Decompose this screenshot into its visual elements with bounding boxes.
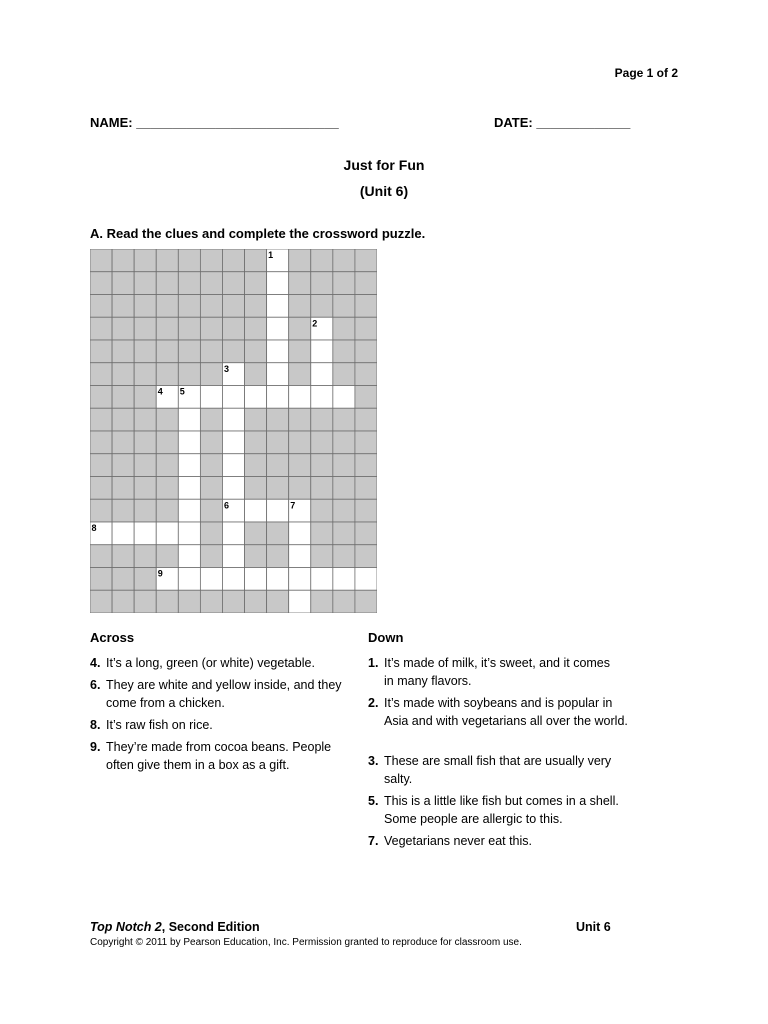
clue-text: It’s made of milk, it’s sweet, and it comes in many flavors.	[384, 656, 611, 688]
crossword-cell-blocked	[311, 590, 333, 613]
crossword-cell-blocked	[156, 295, 178, 318]
crossword-cell-blocked	[333, 545, 355, 568]
across-clue-4	[90, 655, 350, 673]
crossword-cell-blocked	[333, 249, 355, 272]
crossword-cell-blocked	[222, 249, 244, 272]
crossword-cell-blocked	[222, 317, 244, 340]
date-field	[494, 115, 630, 130]
crossword-cell-blocked	[333, 272, 355, 295]
crossword-cell-open[interactable]	[178, 454, 200, 477]
crossword-cell-blocked	[289, 272, 311, 295]
crossword-cell-blocked	[311, 477, 333, 500]
crossword-cell-blocked	[355, 340, 377, 363]
crossword-cell-blocked	[134, 363, 156, 386]
clue-number: 7.	[368, 834, 379, 848]
down-clue-7	[368, 833, 630, 851]
crossword-cell-blocked	[267, 408, 289, 431]
crossword-cell-blocked	[355, 317, 377, 340]
crossword-cell-blocked	[112, 431, 134, 454]
crossword-cell-blocked	[112, 363, 134, 386]
name-field	[90, 115, 339, 130]
name-blank: ____________________________	[136, 115, 339, 130]
crossword-cell-blocked	[112, 386, 134, 409]
crossword-cell-blocked	[90, 272, 112, 295]
clue-text: This is a little like fish but comes in a shell. Some people are allergic to this.	[384, 794, 619, 826]
crossword-cell-blocked	[178, 272, 200, 295]
crossword-cell-blocked	[355, 295, 377, 318]
clue-text: It’s made with soybeans and is popular in Asia and with vegetarians all over the world.	[384, 696, 628, 728]
crossword-cell-blocked	[355, 363, 377, 386]
crossword-cell-blocked	[178, 295, 200, 318]
crossword-cell-blocked	[245, 249, 267, 272]
crossword-cell-blocked	[355, 499, 377, 522]
crossword-cell-blocked	[245, 408, 267, 431]
crossword-cell-blocked	[245, 363, 267, 386]
crossword-cell-blocked	[112, 249, 134, 272]
crossword-cell-blocked	[245, 477, 267, 500]
crossword-cell-blocked	[355, 272, 377, 295]
crossword-cell-blocked	[112, 477, 134, 500]
crossword-cell-blocked	[200, 499, 222, 522]
crossword-cell-blocked	[112, 545, 134, 568]
crossword-cell-open[interactable]	[311, 363, 333, 386]
crossword-cell-blocked	[333, 477, 355, 500]
crossword-cell-blocked	[156, 408, 178, 431]
crossword-cell-open[interactable]	[311, 568, 333, 591]
crossword-cell-open[interactable]	[311, 386, 333, 409]
crossword-cell-blocked	[90, 499, 112, 522]
crossword-cell-blocked	[134, 431, 156, 454]
crossword-cell-blocked	[333, 363, 355, 386]
crossword-cell-blocked	[333, 590, 355, 613]
crossword-cell-blocked	[134, 499, 156, 522]
crossword-cell-open[interactable]	[178, 408, 200, 431]
crossword-cell-open[interactable]	[355, 568, 377, 591]
crossword-cell-open[interactable]	[267, 295, 289, 318]
crossword-cell-open[interactable]	[267, 568, 289, 591]
clue-number-label: 5	[179, 386, 185, 397]
crossword-cell-blocked	[355, 431, 377, 454]
crossword-cell-blocked	[112, 454, 134, 477]
crossword-cell-open[interactable]	[289, 522, 311, 545]
crossword-cell-blocked	[245, 431, 267, 454]
crossword-grid	[90, 249, 377, 613]
clue-text: They are white and yellow inside, and they come from a chicken.	[106, 678, 342, 710]
crossword-cell-open[interactable]	[178, 499, 200, 522]
crossword-cell-blocked	[267, 431, 289, 454]
crossword-cell-blocked	[90, 363, 112, 386]
date-label: DATE:	[494, 115, 533, 130]
crossword-cell-open[interactable]	[222, 522, 244, 545]
crossword-cell-blocked	[289, 454, 311, 477]
footer-unit: Unit 6	[576, 920, 611, 934]
crossword-cell-blocked	[355, 249, 377, 272]
crossword-cell-blocked	[134, 545, 156, 568]
down-clue-3	[368, 753, 618, 788]
across-clue-8	[90, 717, 350, 735]
crossword-cell-blocked	[311, 454, 333, 477]
crossword-cell-blocked	[200, 340, 222, 363]
crossword-cell-blocked	[333, 295, 355, 318]
clue-number: 5.	[368, 794, 379, 808]
worksheet-title: Just for Fun	[343, 157, 425, 173]
crossword-cell-blocked	[333, 454, 355, 477]
crossword-cell-blocked	[112, 295, 134, 318]
crossword-cell-blocked	[112, 499, 134, 522]
crossword-cell-blocked	[311, 272, 333, 295]
crossword-cell-blocked	[355, 454, 377, 477]
crossword-cell-open[interactable]	[178, 431, 200, 454]
crossword-cell-open[interactable]	[200, 568, 222, 591]
crossword-cell-blocked	[245, 545, 267, 568]
crossword-cell-open[interactable]	[289, 590, 311, 613]
crossword-cell-blocked	[156, 431, 178, 454]
crossword-cell-blocked	[267, 522, 289, 545]
clue-number: 2.	[368, 696, 379, 710]
crossword-cell-blocked	[90, 454, 112, 477]
clue-number-label: 4	[157, 386, 163, 397]
crossword-cell-blocked	[222, 340, 244, 363]
crossword-cell-blocked	[134, 590, 156, 613]
clue-number: 6.	[90, 678, 101, 692]
date-blank: _____________	[536, 115, 631, 130]
clue-text: Vegetarians never eat this.	[384, 834, 533, 848]
crossword-cell-blocked	[245, 295, 267, 318]
book-edition: , Second Edition	[161, 920, 260, 934]
crossword-cell-blocked	[200, 249, 222, 272]
crossword-cell-open[interactable]	[178, 477, 200, 500]
crossword-cell-blocked	[134, 317, 156, 340]
crossword-cell-blocked	[178, 590, 200, 613]
crossword-cell-open[interactable]	[245, 499, 267, 522]
crossword-cell-open[interactable]	[267, 363, 289, 386]
crossword-cell-blocked	[90, 590, 112, 613]
crossword-cell-blocked	[156, 454, 178, 477]
crossword-cell-blocked	[222, 590, 244, 613]
clue-number: 8.	[90, 718, 101, 732]
crossword-cell-blocked	[289, 408, 311, 431]
crossword-cell-blocked	[200, 363, 222, 386]
crossword-cell-open[interactable]	[289, 568, 311, 591]
crossword-cell-open[interactable]	[200, 386, 222, 409]
crossword-cell-blocked	[90, 545, 112, 568]
crossword-cell-blocked	[333, 340, 355, 363]
crossword-cell-blocked	[355, 386, 377, 409]
crossword-cell-open[interactable]	[112, 522, 134, 545]
crossword-cell-blocked	[222, 272, 244, 295]
clue-number: 1.	[368, 656, 379, 670]
crossword-cell-blocked	[200, 477, 222, 500]
crossword-cell-blocked	[178, 317, 200, 340]
crossword-cell-blocked	[289, 431, 311, 454]
clue-text: These are small fish that are usually very salty.	[384, 754, 612, 786]
crossword-cell-open[interactable]	[245, 568, 267, 591]
crossword-cell-blocked	[355, 545, 377, 568]
crossword-cell-blocked	[178, 249, 200, 272]
crossword-cell-open[interactable]	[311, 340, 333, 363]
across-clue-9	[90, 739, 352, 774]
clue-number: 9.	[90, 740, 101, 754]
crossword-cell-blocked	[222, 295, 244, 318]
crossword-cell-blocked	[156, 272, 178, 295]
crossword-cell-blocked	[112, 340, 134, 363]
crossword-cell-blocked	[311, 295, 333, 318]
crossword-cell-blocked	[134, 249, 156, 272]
crossword-cell-blocked	[355, 477, 377, 500]
crossword-cell-blocked	[289, 363, 311, 386]
copyright-notice: Copyright © 2011 by Pearson Education, Inc. Permission granted to reproduce for classroom use.	[90, 937, 522, 948]
crossword-cell-blocked	[245, 317, 267, 340]
crossword-cell-blocked	[289, 249, 311, 272]
crossword-cell-blocked	[333, 317, 355, 340]
crossword-cell-blocked	[311, 522, 333, 545]
crossword-cell-blocked	[200, 317, 222, 340]
crossword-cell-blocked	[245, 590, 267, 613]
crossword-cell-blocked	[311, 431, 333, 454]
crossword-cell-blocked	[178, 363, 200, 386]
down-clue-2	[368, 695, 630, 730]
crossword-cell-blocked	[156, 317, 178, 340]
crossword-cell-blocked	[90, 340, 112, 363]
down-heading: Down	[368, 630, 404, 645]
crossword-cell-blocked	[112, 408, 134, 431]
crossword-cell-blocked	[311, 499, 333, 522]
crossword-cell-blocked	[245, 522, 267, 545]
book-name: Top Notch 2	[90, 920, 162, 934]
crossword-cell-open[interactable]	[222, 386, 244, 409]
crossword-cell-blocked	[156, 340, 178, 363]
crossword-cell-blocked	[200, 590, 222, 613]
crossword-cell-blocked	[156, 590, 178, 613]
crossword-cell-blocked	[355, 590, 377, 613]
crossword-cell-blocked	[200, 272, 222, 295]
clue-number: 3.	[368, 754, 379, 768]
crossword-cell-open[interactable]	[333, 568, 355, 591]
clue-number-label: 9	[157, 568, 163, 579]
crossword-cell-open[interactable]	[267, 499, 289, 522]
crossword-cell-blocked	[245, 272, 267, 295]
crossword-cell-blocked	[178, 340, 200, 363]
clue-text: It’s raw fish on rice.	[106, 718, 213, 732]
crossword-cell-blocked	[245, 340, 267, 363]
crossword-cell-blocked	[134, 340, 156, 363]
down-clue-1	[368, 655, 623, 690]
crossword-cell-blocked	[289, 477, 311, 500]
crossword-cell-blocked	[134, 477, 156, 500]
instruction: A. Read the clues and complete the crossword puzzle.	[90, 226, 426, 241]
crossword-cell-blocked	[333, 499, 355, 522]
crossword-cell-open[interactable]	[222, 477, 244, 500]
crossword-cell-open[interactable]	[134, 522, 156, 545]
crossword-cell-open[interactable]	[289, 545, 311, 568]
crossword-cell-blocked	[333, 522, 355, 545]
across-clue-6	[90, 677, 350, 712]
crossword-cell-blocked	[90, 408, 112, 431]
crossword-cell-blocked	[112, 317, 134, 340]
crossword-cell-open[interactable]	[222, 431, 244, 454]
crossword-cell-open[interactable]	[222, 408, 244, 431]
clue-number-label: 7	[290, 500, 296, 511]
crossword-cell-blocked	[112, 272, 134, 295]
crossword-cell-blocked	[200, 295, 222, 318]
crossword-cell-blocked	[311, 249, 333, 272]
crossword-cell-blocked	[134, 408, 156, 431]
crossword-cell-blocked	[289, 340, 311, 363]
clue-number-label: 2	[312, 318, 318, 329]
crossword-cell-blocked	[156, 249, 178, 272]
clue-text: It’s a long, green (or white) vegetable.	[106, 656, 315, 670]
crossword-cell-open[interactable]	[222, 454, 244, 477]
crossword-cell-open[interactable]	[156, 522, 178, 545]
clue-number: 4.	[90, 656, 101, 670]
crossword-cell-open[interactable]	[178, 522, 200, 545]
crossword-cell-blocked	[156, 499, 178, 522]
crossword-cell-open[interactable]	[245, 386, 267, 409]
clue-number-label: 1	[268, 250, 274, 260]
crossword-cell-open[interactable]	[178, 568, 200, 591]
across-heading: Across	[90, 630, 135, 645]
crossword-cell-blocked	[245, 454, 267, 477]
crossword-cell-blocked	[311, 408, 333, 431]
crossword-cell-blocked	[200, 431, 222, 454]
crossword-cell-blocked	[112, 590, 134, 613]
crossword-cell-blocked	[90, 295, 112, 318]
crossword-cell-blocked	[311, 545, 333, 568]
crossword-cell-blocked	[200, 408, 222, 431]
crossword-cell-blocked	[267, 545, 289, 568]
crossword-cell-blocked	[200, 522, 222, 545]
clue-number-label: 8	[91, 523, 97, 533]
crossword-cell-blocked	[156, 477, 178, 500]
crossword-cell-blocked	[90, 568, 112, 591]
crossword-cell-blocked	[333, 408, 355, 431]
crossword-cell-open[interactable]	[289, 386, 311, 409]
crossword-cell-blocked	[90, 386, 112, 409]
clue-number-label: 6	[223, 500, 229, 511]
crossword-cell-blocked	[112, 568, 134, 591]
clue-number-label: 3	[223, 363, 229, 374]
page-number: Page 1 of 2	[614, 66, 678, 80]
crossword-cell-blocked	[134, 272, 156, 295]
crossword-cell-blocked	[134, 386, 156, 409]
crossword-cell-blocked	[267, 454, 289, 477]
crossword-cell-blocked	[200, 545, 222, 568]
crossword-cell-blocked	[200, 454, 222, 477]
crossword-cell-open[interactable]	[267, 317, 289, 340]
crossword-cell-blocked	[267, 477, 289, 500]
crossword-cell-blocked	[156, 545, 178, 568]
crossword-cell-blocked	[267, 590, 289, 613]
crossword-cell-open[interactable]	[267, 272, 289, 295]
crossword-cell-blocked	[156, 363, 178, 386]
crossword-cell-open[interactable]	[222, 545, 244, 568]
crossword-cell-blocked	[90, 317, 112, 340]
crossword-cell-open[interactable]	[267, 386, 289, 409]
crossword-cell-open[interactable]	[267, 340, 289, 363]
down-clue-5	[368, 793, 630, 828]
crossword-cell-open[interactable]	[222, 568, 244, 591]
crossword-cell-blocked	[289, 295, 311, 318]
crossword-cell-blocked	[134, 295, 156, 318]
crossword-cell-blocked	[333, 431, 355, 454]
name-label: NAME:	[90, 115, 133, 130]
worksheet-unit: (Unit 6)	[359, 183, 409, 199]
clue-text: They’re made from cocoa beans. People often give them in a box as a gift.	[106, 740, 332, 772]
crossword-cell-blocked	[134, 568, 156, 591]
crossword-cell-blocked	[90, 431, 112, 454]
crossword-cell-blocked	[90, 477, 112, 500]
crossword-cell-blocked	[134, 454, 156, 477]
crossword-cell-blocked	[90, 249, 112, 272]
footer-book-title	[90, 920, 260, 934]
crossword-cell-blocked	[355, 522, 377, 545]
crossword-cell-blocked	[289, 317, 311, 340]
crossword-cell-open[interactable]	[178, 545, 200, 568]
crossword-cell-open[interactable]	[333, 386, 355, 409]
crossword-cell-blocked	[355, 408, 377, 431]
